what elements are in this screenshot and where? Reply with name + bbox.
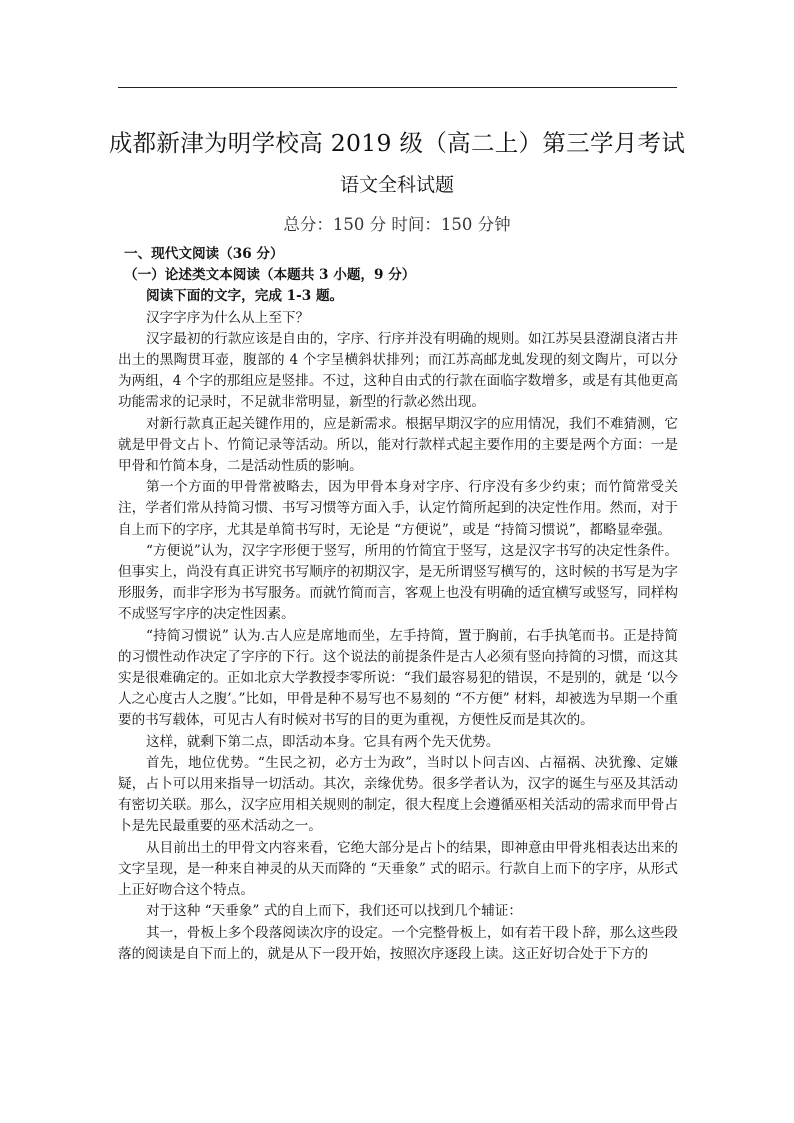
passage-paragraph: 从目前出土的甲骨文内容来看，它绝大部分是占卜的结果，即神意由甲骨兆相表达出来的文字呈现，是一种来自神灵的从天而降的 “天垂象” 式的昭示。行款自上而下的字序，从形式上正好吻合这个特点。 <box>118 839 678 899</box>
passage-body <box>118 329 678 965</box>
reading-instruction: 阅读下面的文字，完成 1-3 题。 <box>146 288 344 305</box>
passage-paragraph: 对新行款真正起关键作用的，应是新需求。根据早期汉字的应用情况，我们不难猜测，它就是甲骨文占卜、竹简记录等活动。所以，能对行款样式起主要作用的主要是两个方面：一是甲骨和竹简本身，二是活动性质的影响。 <box>118 415 678 475</box>
header-rule <box>118 87 677 88</box>
section-heading: 一、现代文阅读（36 分） <box>124 246 284 262</box>
passage-paragraph: 首先，地位优势。“生民之初，必方士为政”，当时以卜问吉凶、占福祸、决犹豫、定嫌疑，占卜可以用来指导一切活动。其次，亲缘优势。很多学者认为，汉字的诞生与巫及其活动有密切关联。那么，汉字应用相关规则的制定，很大程度上会遵循巫相关活动的需求而甲骨占卜是先民最重要的巫术活动之一。 <box>118 754 678 835</box>
passage-paragraph: “方便说”认为，汉字字形便于竖写，所用的竹简宜于竖写，这是汉字书写的决定性条件。但事实上，尚没有真正讲究书写顺序的初期汉字，是无所谓竖写横写的，这时候的书写是为字形服务，而非字形为书写服务。而就竹简而言，客观上也没有明确的适宜横写或竖写，同样构不成竖写字序的决定性因素。 <box>118 542 678 623</box>
exam-content <box>118 244 678 965</box>
passage-title: 汉字字序为什么从上至下？ <box>146 309 310 326</box>
passage-paragraph: 其一，骨板上多个段落阅读次序的设定。一个完整骨板上，如有若干段卜辞，那么这些段落的阅读是自下而上的，就是从下一段开始，按照次序逐段上读。这正好切合处于下方的 <box>118 924 678 962</box>
passage-paragraph: “持简习惯说” 认为.古人应是席地而坐，左手持简，置于胸前，右手执笔而书。正是持简的习惯性动作决定了字序的下行。这个说法的前提条件是古人必须有竖向持简的习惯，而这其实是很难确定的。正如北京大学教授李零所说：“我们最容易犯的错误，不是别的，就是 ‘以今人之心度古人之腹’。”比如，甲骨是种不易写也不易刻的 “不方便” 材料，却被选为早期一个重要的书写载体，可见古人有时候对书写的目的更为重视，方便性反而是其次的。 <box>118 627 678 729</box>
exam-title: 成都新津为明学校高 2019 级（高二上）第三学月考试 <box>108 129 686 157</box>
passage-paragraph: 第一个方面的甲骨常被略去，因为甲骨本身对字序、行序没有多少约束；而竹简常受关注，学者们常从持简习惯、书写习惯等方面入手，认定竹简所起到的决定性作用。然而，对于自上而下的字序，尤其是单简书写时，无论是 “方便说”，或是 “持简习惯说”，都略显牵强。 <box>118 479 678 538</box>
exam-meta: 总分：150 分 时间：150 分钟 <box>283 215 511 234</box>
passage-paragraph: 对于这种 “天垂象” 式的自上而下，我们还可以找到几个辅证： <box>146 903 522 920</box>
exam-subtitle: 语文全科试题 <box>339 174 454 196</box>
passage-paragraph: 汉字最初的行款应该是自由的，字序、行序并没有明确的规则。如江苏吴县澄湖良渚古井出土的黑陶贯耳壶，腹部的 4 个字呈横斜状排列；而江苏高邮龙虬发现的刻文陶片，可以分为两组，4 个字的那组应是竖排。不过，这种自由式的行款在面临字数增多，或是有其他更高功能需求的记录时，不足就非常明显，新型的行款必然出现。 <box>118 330 678 411</box>
passage-paragraph: 这样，就剩下第二点，即活动本身。它具有两个先天优势。 <box>146 733 500 750</box>
section-subheading: （一）论述类文本阅读（本题共 3 小题，9 分） <box>124 267 416 284</box>
